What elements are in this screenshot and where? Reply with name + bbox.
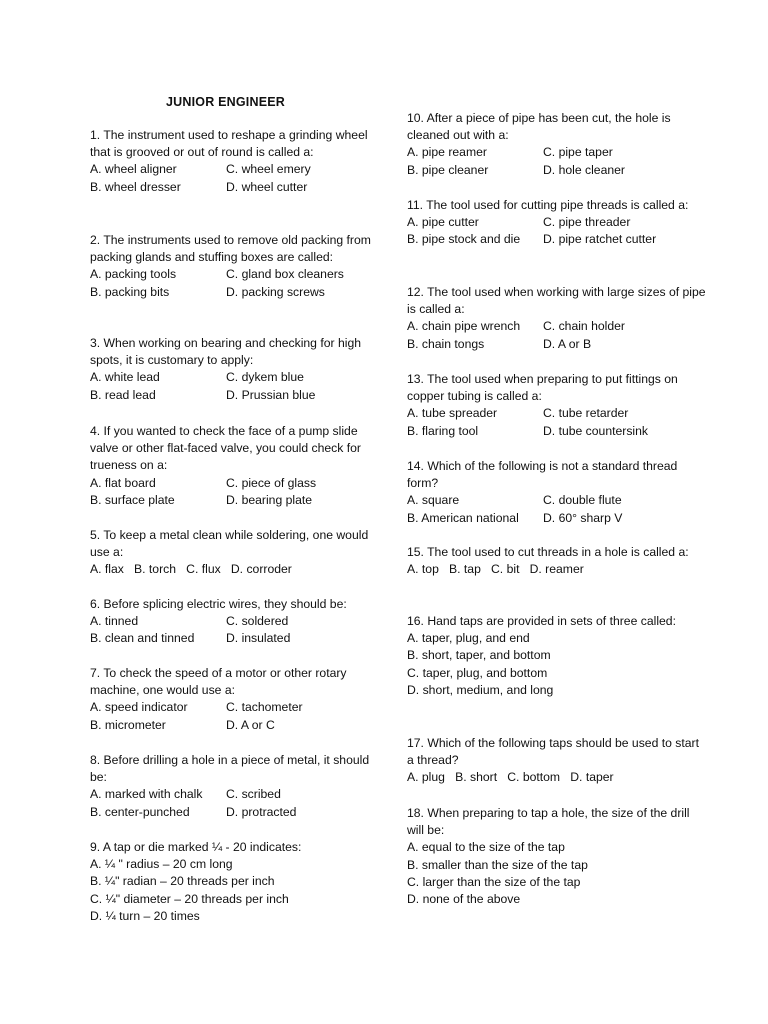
answer-option: A. chain pipe wrench	[407, 319, 521, 334]
question-stem: 4. If you wanted to check the face of a pump slide valve or other flat-faced valve, you could check for trueness on a:	[90, 424, 361, 473]
answer-option: C. piece of glass	[226, 475, 317, 490]
question-stem: 1. The instrument used to reshape a grinding wheel that is grooved or out of round is called a:	[90, 128, 368, 160]
answer-options	[90, 369, 380, 403]
question-stem: 11. The tool used for cutting pipe threads is called a:	[407, 198, 689, 212]
question-stem: 13. The tool used when preparing to put fittings on copper tubing is called a:	[407, 372, 678, 404]
answer-option: B. center-punched	[90, 804, 190, 819]
answer-option: D. protracted	[226, 804, 297, 819]
question-stem: 16. Hand taps are provided in sets of three called:	[407, 614, 676, 628]
answer-option: A. ¼ " radius – 20 cm long	[90, 857, 233, 872]
answer-options	[90, 699, 380, 733]
question-stem: 15. The tool used to cut threads in a hole is called a:	[407, 545, 689, 559]
question-7	[90, 665, 380, 734]
answer-option: C. pipe taper	[543, 145, 613, 160]
answer-option: C. scribed	[226, 787, 281, 802]
answer-option: B. ¼" radian – 20 threads per inch	[90, 874, 275, 889]
answer-option: C. gland box cleaners	[226, 267, 344, 282]
answer-options	[407, 214, 707, 248]
answer-option: D. pipe ratchet cutter	[543, 232, 657, 247]
answer-option: D. A or B	[543, 336, 592, 351]
answer-option: B. packing bits	[90, 284, 170, 299]
answer-option: A. taper, plug, and end	[407, 631, 530, 646]
answer-option: C. soldered	[226, 614, 289, 629]
page-title: JUNIOR ENGINEER	[166, 95, 285, 109]
answer-option: A. packing tools	[90, 267, 177, 282]
answer-option: B. read lead	[90, 387, 156, 402]
answer-option: D. short, medium, and long	[407, 682, 554, 697]
answer-option: D. tube countersink	[543, 423, 649, 438]
question-stem: 12. The tool used when working with large sizes of pipe is called a:	[407, 285, 706, 317]
answer-option: D. 60° sharp V	[543, 510, 623, 525]
answer-option: D. insulated	[226, 631, 291, 646]
question-2	[90, 232, 380, 301]
answer-option: B. wheel dresser	[90, 179, 181, 194]
answer-option: C. double flute	[543, 493, 622, 508]
answer-options	[90, 613, 380, 647]
answer-option: B. short, taper, and bottom	[407, 648, 551, 663]
answer-option: C. tachometer	[226, 700, 303, 715]
answer-option: D. bearing plate	[226, 492, 313, 507]
answer-option: C. chain holder	[543, 319, 625, 334]
answer-option: C. taper, plug, and bottom	[407, 665, 548, 680]
answer-options	[407, 318, 707, 352]
question-stem: 9. A tap or die marked ¼ - 20 indicates:	[90, 840, 302, 854]
answer-option: D. hole cleaner	[543, 162, 625, 177]
question-18	[407, 805, 707, 908]
answer-option: B. pipe stock and die	[407, 232, 521, 247]
question-stem: 6. Before splicing electric wires, they should be:	[90, 597, 347, 611]
answer-option: C. pipe threader	[543, 215, 631, 230]
answer-option: D. ¼ turn – 20 times	[90, 908, 200, 923]
answer-options	[407, 630, 707, 699]
answer-option: C. wheel emery	[226, 162, 311, 177]
answer-options	[90, 475, 380, 509]
answer-option: A. white lead	[90, 370, 160, 385]
answer-option: D. packing screws	[226, 284, 325, 299]
question-stem: 18. When preparing to tap a hole, the size of the drill will be:	[407, 806, 690, 838]
question-1	[90, 127, 380, 196]
answer-options-row: A. flax B. torch C. flux D. corroder	[90, 562, 292, 577]
answer-options-row: A. plug B. short C. bottom D. taper	[407, 770, 614, 785]
answer-option: D. A or C	[226, 717, 275, 732]
question-3	[90, 335, 380, 404]
answer-option: A. flat board	[90, 475, 156, 490]
answer-option: A. speed indicator	[90, 700, 188, 715]
answer-options	[90, 266, 380, 300]
answer-option: B. micrometer	[90, 717, 166, 732]
answer-options	[407, 405, 707, 439]
answer-option: D. wheel cutter	[226, 179, 308, 194]
answer-options	[90, 856, 380, 925]
question-6	[90, 596, 380, 648]
answer-option: D. none of the above	[407, 892, 521, 907]
answer-option: A. equal to the size of the tap	[407, 840, 565, 855]
question-14	[407, 458, 707, 527]
question-8	[90, 752, 380, 821]
answer-option: D. Prussian blue	[226, 387, 316, 402]
answer-option: A. tube spreader	[407, 406, 498, 421]
question-stem: 8. Before drilling a hole in a piece of metal, it should be:	[90, 753, 370, 785]
answer-option: B. clean and tinned	[90, 631, 195, 646]
answer-option: B. smaller than the size of the tap	[407, 857, 588, 872]
answer-option: C. tube retarder	[543, 406, 629, 421]
answer-option: B. chain tongs	[407, 336, 485, 351]
answer-option: A. tinned	[90, 614, 139, 629]
answer-options	[90, 786, 380, 820]
question-10	[407, 110, 707, 179]
question-stem: 3. When working on bearing and checking for high spots, it is customary to apply:	[90, 336, 361, 368]
question-4	[90, 423, 380, 509]
answer-option: B. surface plate	[90, 492, 175, 507]
answer-options-row: A. top B. tap C. bit D. reamer	[407, 562, 584, 577]
question-13	[407, 371, 707, 440]
question-9	[90, 839, 380, 925]
answer-option: C. dykem blue	[226, 370, 304, 385]
answer-option: A. marked with chalk	[90, 787, 203, 802]
answer-option: A. pipe reamer	[407, 145, 487, 160]
answer-option: A. square	[407, 493, 460, 508]
answer-option: B. flaring tool	[407, 423, 479, 438]
question-12	[407, 284, 707, 353]
question-5	[90, 527, 380, 579]
answer-options	[407, 839, 707, 908]
question-16	[407, 613, 707, 699]
question-stem: 2. The instruments used to remove old packing from packing glands and stuffing boxes are called:	[90, 233, 371, 265]
answer-option: A. pipe cutter	[407, 215, 479, 230]
answer-options	[407, 492, 707, 526]
question-stem: 5. To keep a metal clean while soldering, one would use a:	[90, 528, 369, 560]
answer-option: B. American national	[407, 510, 519, 525]
question-stem: 17. Which of the following taps should be used to start a thread?	[407, 736, 699, 768]
answer-option: C. ¼" diameter – 20 threads per inch	[90, 891, 289, 906]
question-11	[407, 197, 707, 249]
question-15	[407, 544, 707, 578]
question-stem: 7. To check the speed of a motor or other rotary machine, one would use a:	[90, 666, 347, 698]
answer-option: C. larger than the size of the tap	[407, 874, 581, 889]
answer-option: A. wheel aligner	[90, 162, 177, 177]
answer-options	[90, 161, 380, 195]
answer-options	[407, 144, 707, 178]
question-stem: 14. Which of the following is not a standard thread form?	[407, 459, 678, 491]
question-stem: 10. After a piece of pipe has been cut, the hole is cleaned out with a:	[407, 111, 671, 143]
question-17	[407, 735, 707, 787]
answer-option: B. pipe cleaner	[407, 162, 489, 177]
